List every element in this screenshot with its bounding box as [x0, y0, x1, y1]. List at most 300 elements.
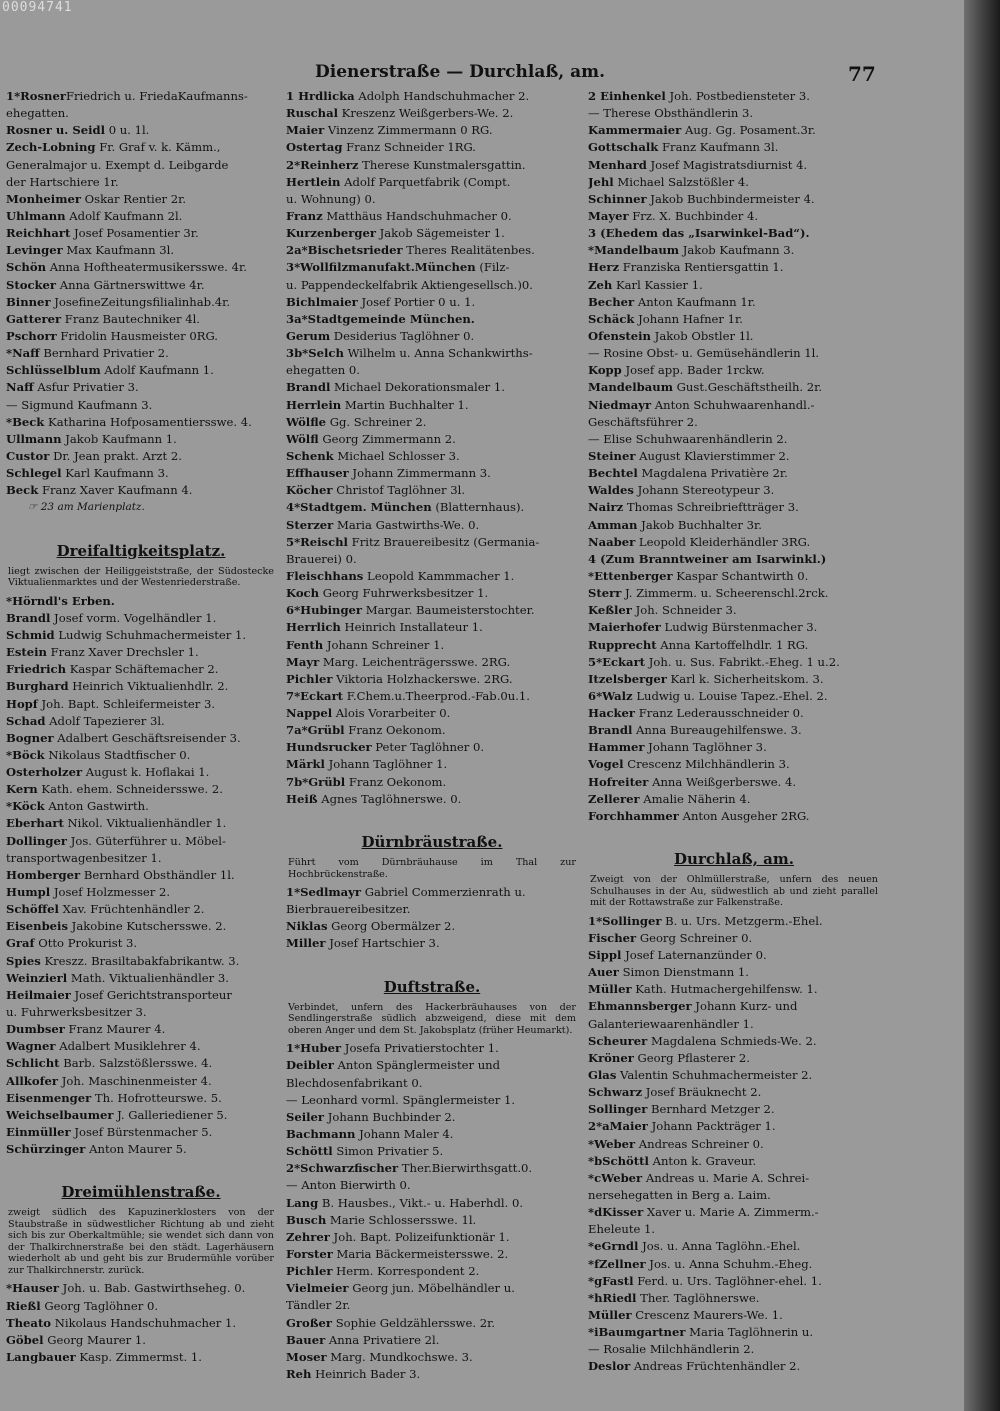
resident-name: Sippl: [588, 947, 622, 962]
entry-details: Johann Stereotypeur 3.: [633, 483, 775, 498]
resident-name: Scheurer: [588, 1033, 648, 1048]
directory-entry: [6, 1038, 276, 1055]
directory-entry: [6, 610, 276, 627]
resident-name: 7*Eckart: [286, 688, 344, 703]
entry-details: (Blatternhaus).: [431, 500, 525, 515]
resident-name: Nappel: [286, 706, 333, 721]
resident-name: Pichler: [286, 1264, 333, 1279]
directory-entry: [286, 1075, 578, 1092]
resident-name: Miller: [286, 936, 326, 951]
directory-entry: [6, 208, 276, 225]
directory-entry: [588, 947, 880, 964]
resident-name: Vielmeier: [286, 1281, 349, 1296]
entry-details: Georg Maurer 1.: [43, 1332, 146, 1347]
entry-details: Franz Xaver Drechsler 1.: [46, 645, 199, 660]
directory-entry: [588, 671, 880, 688]
entry-details: Joh. u. Bab. Gastwirthseheg. 0.: [58, 1281, 246, 1296]
directory-entry: [588, 1016, 880, 1033]
directory-entry: [286, 619, 578, 636]
resident-name: Waldes: [588, 483, 634, 498]
resident-name: Levinger: [6, 243, 63, 258]
entry-details: Heinrich Installateur 1.: [340, 620, 483, 635]
resident-name: Schön: [6, 260, 47, 275]
entry-details: Fritz Brauereibesitz (Germania-: [347, 534, 540, 549]
directory-entry: [588, 174, 880, 191]
directory-entry: [286, 918, 578, 935]
directory-entry: [588, 191, 880, 208]
entry-details: Simon Privatier 5.: [332, 1144, 444, 1159]
directory-entry: [6, 88, 276, 105]
entry-details: Marie Schlossersswe. 1l.: [326, 1212, 477, 1227]
directory-entry: [286, 139, 578, 156]
directory-entry: [6, 482, 276, 499]
spacer: [286, 953, 578, 970]
entry-details: Jos. u. Anna Schuhm.-Eheg.: [645, 1256, 813, 1271]
entry-details: Jakob Obstler 1l.: [651, 328, 754, 343]
entry-details: Josef Laternanzünder 0.: [621, 947, 767, 962]
directory-entry: [6, 1349, 276, 1366]
resident-name: Herrlich: [286, 620, 341, 635]
entry-details: — Anton Bierwirth 0.: [286, 1178, 411, 1193]
entry-details: Maria Bäckermeistersswe. 2.: [332, 1246, 509, 1261]
directory-entry: [286, 722, 578, 739]
entry-details: Andreas Schreiner 0.: [635, 1136, 764, 1151]
entry-details: Thomas Schreibrieftträger 3.: [623, 500, 799, 515]
directory-entry: [286, 431, 578, 448]
directory-entry: [286, 1315, 578, 1332]
resident-name: *fZellner: [588, 1256, 646, 1271]
directory-entry: [286, 901, 578, 918]
entry-details: — Elise Schuhwaarenhändlerin 2.: [588, 431, 788, 446]
resident-name: Osterholzer: [6, 765, 83, 780]
resident-name: Allkofer: [6, 1073, 59, 1088]
street-description: Verbindet, unfern des Hackerbräuhauses von der Sendlingerstraße südlich abzweigend, diese mit dem oberen Anger und dem St. Jakobsplatz (früher Heumarkt).: [288, 1001, 576, 1036]
entry-details: Andreas u. Marie A. Schrei-: [642, 1170, 810, 1185]
entry-details: Adolf Tapezierer 3l.: [45, 713, 165, 728]
directory-entry: [286, 105, 578, 122]
entry-details: Josef Hartschier 3.: [325, 936, 440, 951]
resident-name: Rosner u. Seidl: [6, 123, 106, 138]
street-description: zweigt südlich des Kapuzinerklosters von der Staubstraße in südwestlicher Richtung ab und zieht sich bis zur Oberkaltmühle; sie wendet sich dann von der Thalkirchnerstraße bei den städt. Lagerhäusern wiederholt ab und geht bis zur Brudermühle vorüber zur Thalkirchnerstr. zurück.: [8, 1207, 274, 1276]
directory-entry: [588, 431, 880, 448]
entry-details: Johann Taglöhner 3.: [644, 740, 767, 755]
resident-name: Amman: [588, 517, 638, 532]
entry-details: Jakob Kaufmann 1.: [61, 431, 177, 446]
directory-entry: [6, 901, 276, 918]
directory-entry: [286, 551, 578, 568]
resident-name: Schad: [6, 713, 46, 728]
resident-name: 7b*Grübl: [286, 774, 346, 789]
directory-entry: [6, 122, 276, 139]
resident-name: *cWeber: [588, 1170, 643, 1185]
entry-details: Amalie Näherin 4.: [639, 791, 751, 806]
entry-details: Tändler 2r.: [286, 1298, 351, 1313]
resident-name: Sterr: [588, 586, 622, 601]
entry-details: Josef Bürstenmacher 5.: [70, 1125, 213, 1140]
directory-entry: [588, 1238, 880, 1255]
resident-name: 7a*Grübl: [286, 723, 345, 738]
directory-entry: [286, 585, 578, 602]
entry-details: Michael Dekorationsmaler 1.: [330, 380, 505, 395]
entry-details: Dr. Jean prakt. Arzt 2.: [49, 448, 182, 463]
directory-entry: [588, 88, 880, 105]
resident-name: Stocker: [6, 277, 57, 292]
directory-entry: [588, 122, 880, 139]
entry-details: Anton Schuhwaarenhandl.-: [651, 397, 815, 412]
directory-entry: [588, 362, 880, 379]
directory-entry: [286, 345, 578, 362]
directory-entry: [588, 1187, 880, 1204]
resident-name: Hopf: [6, 696, 38, 711]
entry-details: 0 u. 1l.: [105, 123, 150, 138]
directory-entry: [588, 414, 880, 431]
entry-details: Eheleute 1.: [588, 1222, 656, 1237]
resident-name: 2*Reinherz: [286, 157, 359, 172]
directory-entry: [588, 294, 880, 311]
directory-entry: [588, 1204, 880, 1221]
entry-details: Kreszz. Brasiltabakfabrikantw. 3.: [40, 953, 240, 968]
resident-name: Schlüsselblum: [6, 363, 101, 378]
entry-details: Anna Weißgerberswe. 4.: [648, 774, 797, 789]
entry-details: Georg jun. Möbelhändler u.: [348, 1281, 515, 1296]
directory-entry: [588, 1307, 880, 1324]
resident-name: Herrlein: [286, 397, 342, 412]
entry-details: Franz Bautechniker 4l.: [61, 311, 200, 326]
directory-entry: [6, 970, 276, 987]
resident-name: Naff: [6, 380, 34, 395]
entry-details: B. Hausbes., Vikt.- u. Haberhdl. 0.: [318, 1195, 524, 1210]
directory-entry: [588, 1324, 880, 1341]
resident-name: *eGrndl: [588, 1239, 639, 1254]
resident-name: 3 (Ehedem das „Isarwinkel-Bad“).: [588, 226, 810, 241]
resident-name: Hacker: [588, 706, 636, 721]
resident-name: Langbauer: [6, 1350, 76, 1364]
street-description: Führt vom Dürnbräuhause im Thal zur Hochbrückenstraße.: [288, 857, 576, 880]
entry-details: Kasp. Zimmermst. 1.: [75, 1350, 202, 1364]
entry-details: Anna Kartoffelhdlr. 1 RG.: [656, 637, 809, 652]
entry-details: Kath. ehem. Schneidersswe. 2.: [37, 782, 223, 797]
directory-entry: [6, 644, 276, 661]
entry-details: Crescenz Maurers-We. 1.: [631, 1307, 783, 1322]
resident-name: Jehl: [588, 174, 614, 189]
entry-details: Georg Obermälzer 2.: [327, 919, 456, 934]
street-description: liegt zwischen der Heiliggeiststraße, der Südostecke Viktualienmarktes und der Westenriederstraße.: [8, 565, 274, 589]
entry-details: Johann Buchbinder 2.: [324, 1109, 456, 1124]
directory-entry: [286, 1246, 578, 1263]
directory-entry: [6, 678, 276, 695]
directory-entry: [588, 225, 880, 242]
directory-entry: [286, 1057, 578, 1074]
entry-details: Georg Fuhrwerksbesitzer 1.: [319, 586, 489, 601]
entry-details: Agnes Taglöhnerswe. 0.: [317, 791, 462, 806]
resident-name: *Hörndl's Erben.: [6, 593, 115, 608]
directory-entry: [286, 1212, 578, 1229]
entry-details: Karl k. Sicherheitskom. 3.: [666, 671, 824, 686]
entry-details: Andreas Früchtenhändler 2.: [630, 1359, 801, 1374]
directory-entry: [6, 294, 276, 311]
resident-name: *Weber: [588, 1136, 636, 1151]
directory-entry: [588, 139, 880, 156]
resident-name: Mayr: [286, 654, 320, 669]
entry-details: Josef app. Bader 1rckw.: [621, 363, 765, 378]
directory-entry: [588, 602, 880, 619]
resident-name: Schlegel: [6, 466, 62, 481]
directory-entry: [588, 157, 880, 174]
resident-name: Ofenstein: [588, 328, 651, 343]
directory-entry: [588, 705, 880, 722]
entry-details: Josef Bräuknecht 2.: [642, 1085, 762, 1100]
resident-name: Becher: [588, 294, 635, 309]
resident-name: 3b*Selch: [286, 346, 344, 361]
resident-name: Binner: [6, 294, 51, 309]
resident-name: Großer: [286, 1315, 333, 1330]
entry-details: Adalbert Geschäftsreisender 3.: [53, 730, 241, 745]
directory-entry: [6, 867, 276, 884]
directory-entry: [286, 157, 578, 174]
entry-details: Josefa Privatierstochter 1.: [341, 1041, 499, 1056]
directory-entry: [6, 105, 276, 122]
directory-entry: [6, 815, 276, 832]
resident-name: Schwarz: [588, 1085, 643, 1100]
directory-entry: [588, 259, 880, 276]
column-middle: [286, 88, 578, 1383]
entry-details: Anton Maurer 5.: [85, 1142, 187, 1157]
resident-name: Mandelbaum: [588, 380, 673, 395]
entry-details: Karl Kassier 1.: [612, 277, 703, 292]
directory-entry: [588, 345, 880, 362]
resident-name: Kammermaier: [588, 123, 682, 138]
directory-entry: [588, 465, 880, 482]
entry-details: J. Zimmerm. u. Scheerenschl.2rck.: [621, 586, 829, 601]
resident-name: 1*Sedlmayr: [286, 885, 362, 900]
resident-name: *Naff: [6, 346, 40, 361]
resident-name: Custor: [6, 448, 50, 463]
entry-details: Th. Hofrotteurswe. 5.: [91, 1090, 222, 1105]
directory-entry: [588, 534, 880, 551]
resident-name: Märkl: [286, 757, 325, 772]
entry-details: Jakob Buchhalter 3r.: [637, 517, 762, 532]
entry-details: Anton Spänglermeister und: [333, 1058, 501, 1073]
resident-name: 1 Hrdlicka: [286, 89, 355, 103]
resident-name: Reh: [286, 1366, 312, 1381]
resident-name: Kurzenberger: [286, 226, 376, 241]
entry-details: Karl Kaufmann 3.: [61, 466, 169, 481]
directory-entry: [286, 568, 578, 585]
directory-entry: [286, 1177, 578, 1194]
resident-name: Theato: [6, 1315, 52, 1330]
entry-details: Johann Kurz- und: [691, 999, 798, 1014]
entry-details: Therese Kunstmalersgattin.: [358, 157, 526, 172]
entry-details: Ther. Taglöhnerswe.: [636, 1290, 760, 1305]
directory-entry: [6, 713, 276, 730]
entry-details: Franz Oekonom.: [345, 774, 447, 789]
directory-entry: [588, 808, 880, 825]
directory-entry: [286, 397, 578, 414]
entry-details: Wilhelm u. Anna Schankwirths-: [343, 346, 533, 361]
directory-entry: [6, 174, 276, 191]
resident-name: 3*Wollfilzmanufakt.München: [286, 260, 476, 275]
entry-details: Franz Kaufmann 3l.: [658, 140, 779, 155]
resident-name: Seiler: [286, 1109, 325, 1124]
entry-details: Franziska Rentiersgattin 1.: [619, 260, 784, 275]
entry-details: Herm. Korrespondent 2.: [332, 1264, 480, 1279]
entry-details: Margar. Baumeisterstochter.: [362, 603, 535, 618]
entry-details: Blechdosenfabrikant 0.: [286, 1075, 423, 1090]
directory-entry: [286, 654, 578, 671]
directory-entry: [286, 225, 578, 242]
entry-details: Josef Holzmesser 2.: [50, 885, 171, 900]
directory-entry: [286, 637, 578, 654]
entry-details: Anna Hoftheatermusikersswe. 4r.: [46, 260, 247, 275]
entry-details: Christof Taglöhner 3l.: [332, 483, 466, 498]
directory-entry: [6, 935, 276, 952]
spacer: [286, 808, 578, 825]
entry-details: Kaspar Schantwirth 0.: [672, 568, 809, 583]
directory-entry: [6, 431, 276, 448]
entry-details: Leopold Kammmacher 1.: [363, 568, 515, 583]
directory-entry: [588, 105, 880, 122]
directory-entry: [286, 1092, 578, 1109]
entry-details: Michael Salzstößler 4.: [613, 174, 749, 189]
directory-entry: [286, 1263, 578, 1280]
directory-entry: [6, 1090, 276, 1107]
directory-entry: [6, 627, 276, 644]
resident-name: Bauer: [286, 1332, 326, 1347]
resident-name: 1*Sollinger: [588, 913, 662, 928]
directory-entry: [286, 774, 578, 791]
directory-entry: [6, 311, 276, 328]
entry-details: Ther.Bierwirthsgatt.0.: [398, 1161, 533, 1176]
resident-name: Vogel: [588, 757, 624, 772]
entry-details: Bierbrauereibesitzer.: [286, 902, 411, 917]
resident-name: Schäck: [588, 311, 635, 326]
street-heading: Dreifaltigkeitsplatz.: [56, 541, 226, 560]
resident-name: Wölfl: [286, 431, 319, 446]
entry-details: Magdalena Privatière 2r.: [637, 466, 788, 481]
directory-entry: [6, 1141, 276, 1158]
resident-name: Müller: [588, 982, 632, 997]
entry-details: Michael Schlosser 3.: [333, 448, 460, 463]
entry-details: Max Kaufmann 3l.: [62, 243, 175, 258]
resident-name: Gatterer: [6, 311, 62, 326]
entry-details: Crescenz Milchhändlerin 3.: [623, 757, 790, 772]
directory-entry: [286, 362, 578, 379]
resident-name: Friedrich: [6, 662, 67, 677]
resident-name: Spies: [6, 953, 41, 968]
resident-name: Rupprecht: [588, 637, 657, 652]
entry-details: JosefineZeitungsfilialinhab.4r.: [50, 294, 231, 309]
entry-details: Marg. Leichenträgersswe. 2RG.: [319, 654, 511, 669]
resident-name: Moser: [286, 1349, 327, 1364]
directory-entry: [6, 242, 276, 259]
directory-entry: [588, 981, 880, 998]
entry-details: Kreszenz Weißgerbers-We. 2.: [338, 106, 514, 121]
entry-details: Josef Gerichtstransporteur: [70, 987, 232, 1002]
directory-entry: [286, 1160, 578, 1177]
entry-details: Adolf Kaufmann 1.: [100, 363, 214, 378]
resident-name: Nairz: [588, 500, 624, 515]
directory-entry: [286, 1229, 578, 1246]
entry-details: Joh. Maschinenmeister 4.: [58, 1073, 212, 1088]
resident-name: Zehrer: [286, 1229, 330, 1244]
directory-entry: [286, 465, 578, 482]
directory-entry: [6, 987, 276, 1004]
directory-entry: [286, 739, 578, 756]
resident-name: 2*aMaier: [588, 1119, 648, 1134]
entry-details: Geschäftsführer 2.: [588, 414, 698, 429]
directory-entry: [286, 414, 578, 431]
directory-entry: [6, 191, 276, 208]
street-heading: Durchlaß, am.: [674, 850, 794, 869]
resident-name: *Ettenberger: [588, 568, 673, 583]
entry-details: Franz Oekonom.: [344, 723, 446, 738]
directory-entry: [6, 225, 276, 242]
resident-name: Forchhammer: [588, 808, 679, 823]
resident-name: Bachmann: [286, 1126, 356, 1141]
resident-name: 6*Hubinger: [286, 603, 363, 618]
directory-entry: [286, 1040, 578, 1057]
resident-name: Steiner: [588, 448, 636, 463]
entry-details: Josef vorm. Vogelhändler 1.: [50, 610, 217, 625]
entry-details: — Rosine Obst- u. Gemüsehändlerin 1l.: [588, 346, 820, 361]
archive-stamp: 00094741: [2, 0, 73, 15]
resident-name: *Böck: [6, 747, 45, 762]
directory-entry: [286, 242, 578, 259]
directory-entry: [286, 688, 578, 705]
resident-name: Pichler: [286, 671, 333, 686]
entry-details: Bernhard Metzger 2.: [647, 1102, 775, 1117]
spacer: [6, 517, 276, 534]
directory-entry: [6, 696, 276, 713]
entry-details: Franz Schneider 1RG.: [342, 140, 476, 155]
entry-details: Maria Gastwirths-We. 0.: [333, 517, 480, 532]
resident-name: *hRiedl: [588, 1290, 637, 1305]
directory-entry: [286, 884, 578, 901]
directory-entry: [588, 1153, 880, 1170]
resident-name: Dumbser: [6, 1022, 65, 1037]
directory-entry: [286, 1366, 578, 1383]
resident-name: Einmüller: [6, 1125, 71, 1140]
entry-details: Josef Magistratsdiurnist 4.: [646, 157, 808, 172]
entry-details: Maria Taglöhnerin u.: [685, 1325, 814, 1340]
entry-details: Frz. X. Buchbinder 4.: [628, 208, 759, 223]
resident-name: Schöttl: [286, 1144, 333, 1159]
resident-name: 1*Rosner: [6, 89, 66, 103]
directory-entry: [286, 935, 578, 952]
directory-entry: [588, 1256, 880, 1273]
directory-entry: [588, 688, 880, 705]
resident-name: Heiß: [286, 791, 318, 806]
directory-entry: [588, 448, 880, 465]
directory-entry: [588, 551, 880, 568]
resident-name: Keßler: [588, 603, 632, 618]
entry-details: — Therese Obsthändlerin 3.: [588, 106, 754, 121]
directory-entry: [588, 482, 880, 499]
resident-name: Graf: [6, 936, 35, 951]
directory-entry: [286, 671, 578, 688]
directory-entry: [6, 781, 276, 798]
entry-details: Gg. Schreiner 2.: [326, 414, 427, 429]
directory-entry: [588, 756, 880, 773]
directory-entry: [6, 1055, 276, 1072]
entry-details: Oskar Rentier 2r.: [80, 191, 187, 206]
directory-entry: [286, 191, 578, 208]
entry-details: Katharina Hofposamentiersswe. 4.: [44, 414, 252, 429]
directory-entry: [286, 1109, 578, 1126]
directory-entry: [6, 1004, 276, 1021]
directory-entry: [588, 998, 880, 1015]
directory-entry: [6, 1021, 276, 1038]
